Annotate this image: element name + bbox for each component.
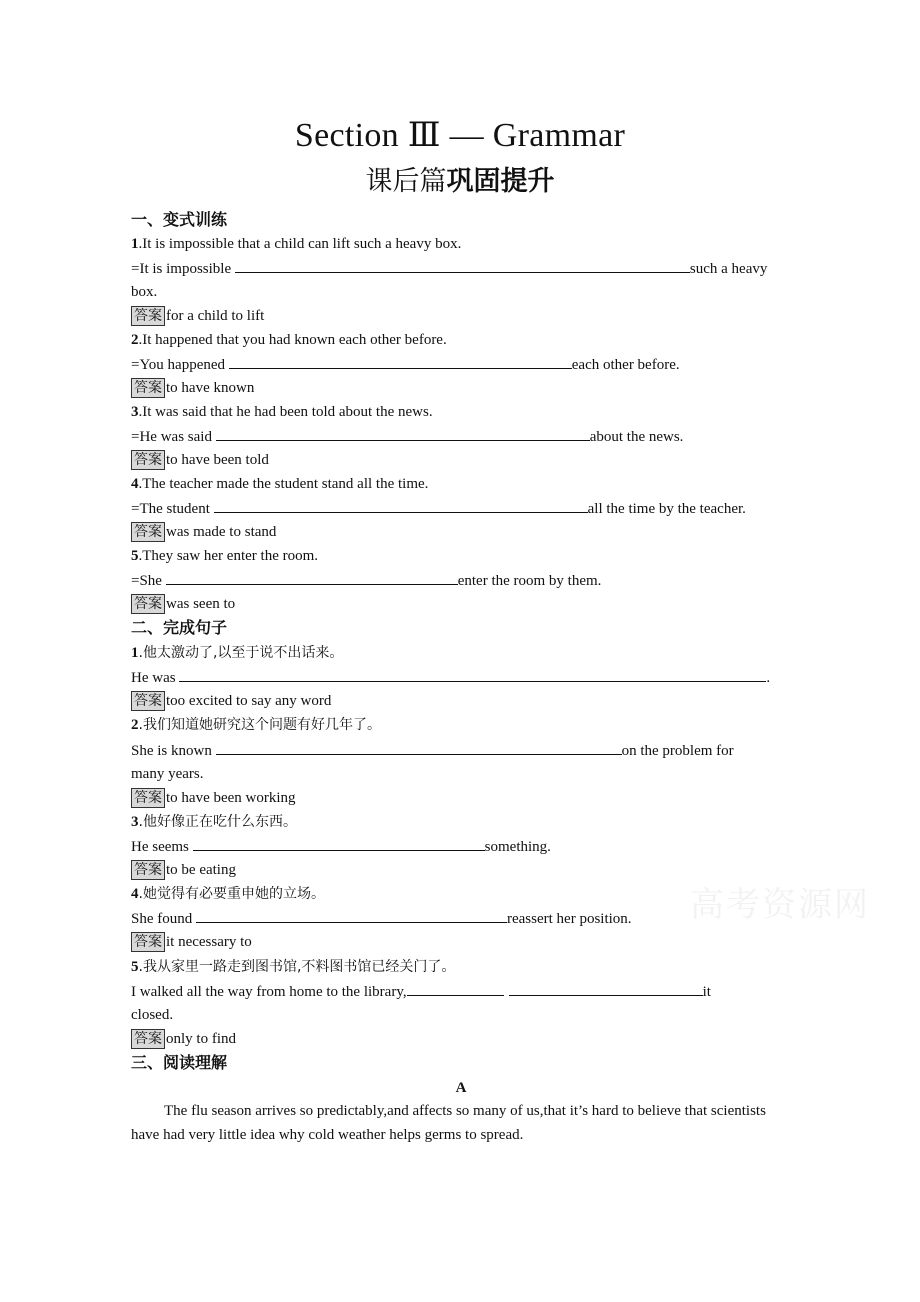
section-heading: 三、阅读理解 xyxy=(131,1053,228,1072)
page-title: Section Ⅲ — Grammar xyxy=(294,117,626,154)
fill-line: =She enter the room by them. xyxy=(131,570,791,591)
question-line: 3.It was said that he had been told about the news. xyxy=(131,404,433,420)
passage-paragraph: The flu season arrives so predictably,and affects so many of us,that it’s hard to believe that scientists have had very little idea why cold weather helps germs to spread. xyxy=(131,1103,766,1143)
answer-line: 答案 to have known xyxy=(131,378,791,398)
answer-line: 答案 to have been told xyxy=(131,450,791,470)
answer-tag: 答案 xyxy=(131,860,165,880)
answer-line: 答案 too excited to say any word xyxy=(131,691,791,711)
answer-tag: 答案 xyxy=(131,594,165,614)
fill-line: =The student all the time by the teacher. xyxy=(131,498,791,519)
answer-blank[interactable] xyxy=(193,836,485,851)
answer-blank[interactable] xyxy=(216,740,622,755)
watermark: 高考资源网 xyxy=(690,885,870,925)
page-subtitle xyxy=(0,162,920,202)
question-line: 3.他好像正在吃什么东西。 xyxy=(131,814,297,830)
fill-line: I walked all the way from home to the library, it xyxy=(131,981,791,1002)
answer-tag: 答案 xyxy=(131,691,165,711)
answer-blank[interactable] xyxy=(179,667,766,682)
answer-blank[interactable] xyxy=(229,354,572,369)
question-line: 2.我们知道她研究这个问题有好几年了。 xyxy=(131,717,381,733)
answer-tag: 答案 xyxy=(131,306,165,326)
answer-line: 答案 for a child to lift xyxy=(131,306,791,326)
fill-line: =He was said about the news. xyxy=(131,426,791,447)
fill-line: She found reassert her position. xyxy=(131,908,791,929)
fill-line-cont: box. xyxy=(131,284,158,300)
section-heading: 一、变式训练 xyxy=(131,210,228,229)
answer-blank[interactable] xyxy=(407,981,504,996)
answer-blank[interactable] xyxy=(214,498,588,513)
answer-line: 答案 only to find xyxy=(131,1029,791,1049)
answer-blank[interactable] xyxy=(196,908,507,923)
question-line: 4.她觉得有必要重申她的立场。 xyxy=(131,886,325,902)
passage-label: A xyxy=(455,1080,467,1096)
answer-tag: 答案 xyxy=(131,522,165,542)
answer-tag: 答案 xyxy=(131,932,165,952)
question-line: 4.The teacher made the student stand all the time. xyxy=(131,476,429,492)
answer-blank[interactable] xyxy=(216,426,590,441)
fill-line: =You happened each other before. xyxy=(131,354,791,375)
fill-line-cont: closed. xyxy=(131,1007,174,1023)
fill-line: He was . xyxy=(131,667,791,688)
answer-line: 答案 to be eating xyxy=(131,860,791,880)
question-line: 5.They saw her enter the room. xyxy=(131,548,319,564)
question-line: 5.我从家里一路走到图书馆,不料图书馆已经关门了。 xyxy=(131,959,456,975)
answer-line: 答案 to have been working xyxy=(131,788,791,808)
answer-blank[interactable] xyxy=(235,258,690,273)
answer-line: 答案 was seen to xyxy=(131,594,791,614)
question-line: 2.It happened that you had known each other before. xyxy=(131,332,447,348)
subtitle-bold: 巩固提升 xyxy=(446,166,555,197)
answer-tag: 答案 xyxy=(131,1029,165,1049)
fill-line: She is known on the problem for xyxy=(131,740,791,761)
section-heading: 二、完成句子 xyxy=(131,618,228,637)
subtitle-light: 课后篇 xyxy=(365,166,447,197)
fill-line: =It is impossible such a heavy xyxy=(131,258,791,279)
answer-tag: 答案 xyxy=(131,450,165,470)
question-line: 1.It is impossible that a child can lift such a heavy box. xyxy=(131,236,462,252)
answer-blank[interactable] xyxy=(509,981,703,996)
fill-line: He seems something. xyxy=(131,836,791,857)
fill-line-cont: many years. xyxy=(131,766,204,782)
answer-blank[interactable] xyxy=(166,570,458,585)
answer-tag: 答案 xyxy=(131,378,165,398)
answer-line: 答案 was made to stand xyxy=(131,522,791,542)
question-line: 1.他太激动了,以至于说不出话来。 xyxy=(131,645,344,661)
answer-tag: 答案 xyxy=(131,788,165,808)
answer-line: 答案 it necessary to xyxy=(131,932,791,952)
